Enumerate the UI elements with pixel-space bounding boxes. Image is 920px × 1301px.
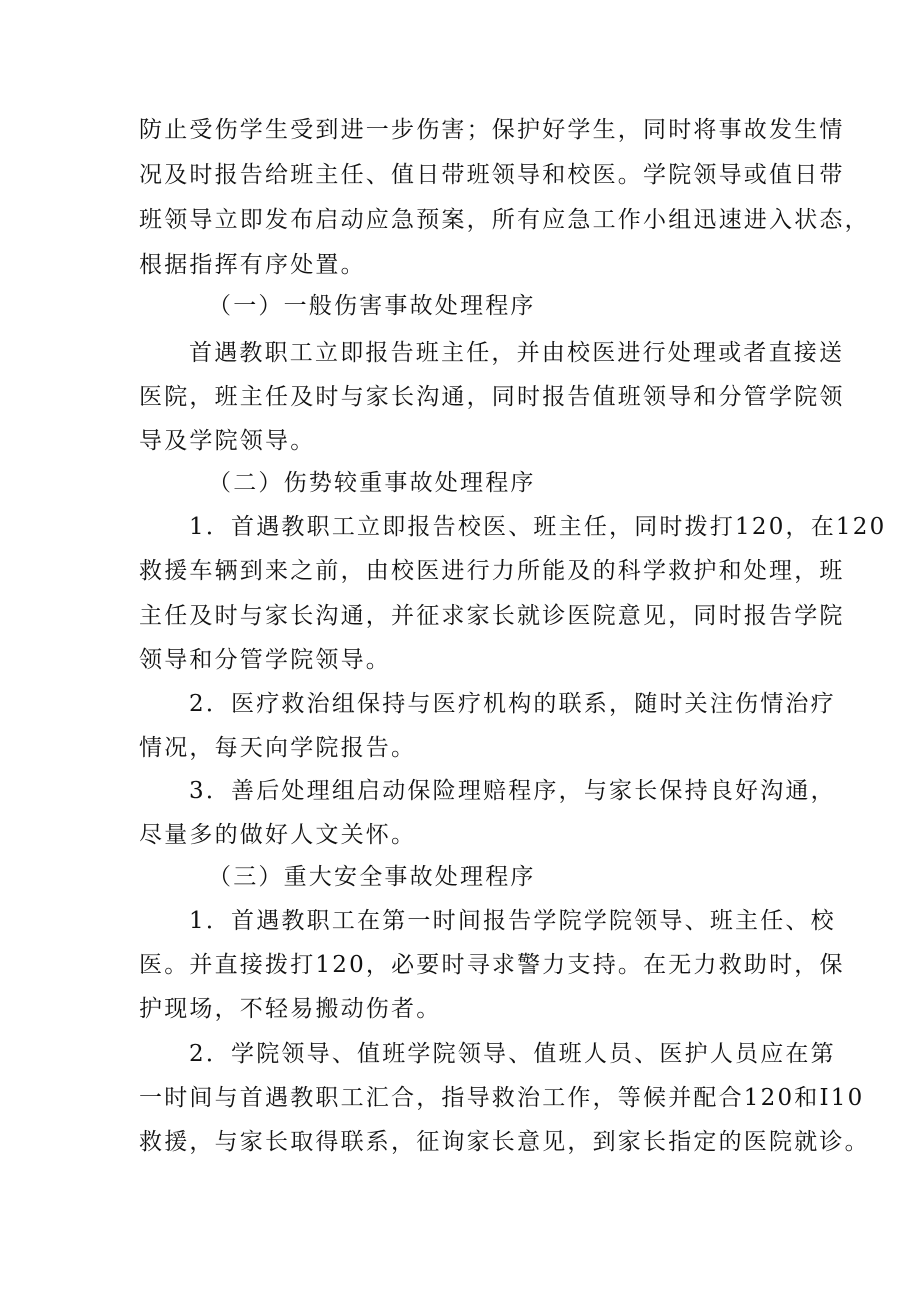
paragraph-line: 救援，与家长取得联系，征询家长意见，到家长指定的医院就诊。 [139,1129,870,1155]
paragraph-line: 3．善后处理组启动保险理赔程序，与家长保持良好沟通， [189,778,836,804]
paragraph-line: 1．首遇教职工在第一时间报告学院学院领导、班主任、校 [189,908,836,934]
paragraph-line: 2．医疗救治组保持与医疗机构的联系，随时关注伤情治疗 [189,691,836,717]
paragraph-line: 主任及时与家长沟通，并征求家长就诊医院意见，同时报告学院 [139,603,845,629]
paragraph-line: 班领导立即发布启动应急预案，所有应急工作小组迅速进入状态， [139,207,870,233]
section-heading: （二）伤势较重事故处理程序 [208,470,536,496]
paragraph-line: 领导和分管学院领导。 [139,647,391,673]
paragraph-line: 2．学院领导、值班学院领导、值班人员、医护人员应在第 [189,1041,836,1067]
paragraph-line: 况及时报告给班主任、值日带班领导和校医。学院领导或值日带 [139,162,845,188]
paragraph-line: 尽量多的做好人文关怀。 [139,822,417,848]
paragraph-line: 根据指挥有序处置。 [139,252,366,278]
section-heading: （三）重大安全事故处理程序 [208,864,536,890]
paragraph-line: 1．首遇教职工立即报告校医、班主任，同时拨打120，在120 [189,514,887,540]
paragraph-line: 护现场，不轻易搬动伤者。 [139,996,442,1022]
paragraph-line: 首遇教职工立即报告班主任，并由校医进行处理或者直接送 [189,340,845,366]
section-heading: （一）一般伤害事故处理程序 [208,293,536,319]
paragraph-line: 防止受伤学生受到进一步伤害；保护好学生，同时将事故发生情 [139,117,845,143]
paragraph-line: 导及学院领导。 [139,428,316,454]
paragraph-line: 医院，班主任及时与家长沟通，同时报告值班领导和分管学院领 [139,384,845,410]
paragraph-line: 情况，每天向学院报告。 [139,735,417,761]
paragraph-line: 一时间与首遇教职工汇合，指导救治工作，等候并配合120和I10 [139,1085,865,1111]
paragraph-line: 救援车辆到来之前，由校医进行力所能及的科学救护和处理，班 [139,558,845,584]
paragraph-line: 医。并直接拨打120，必要时寻求警力支持。在无力救助时，保 [139,952,845,978]
